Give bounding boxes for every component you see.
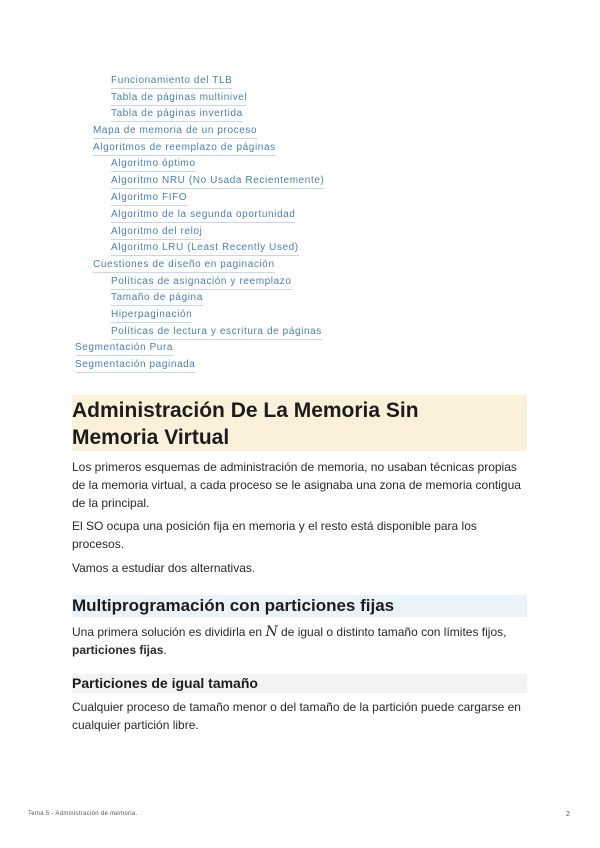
toc-link[interactable]: Algoritmo del reloj [111, 226, 202, 240]
paragraph: Los primeros esquemas de administración de memoria, no usaban técnicas propias de la memoria virtual, a cada proceso se le asignaba una zona de memoria contigua de la principal. [72, 460, 521, 510]
paragraph [72, 623, 530, 659]
section-heading-line: Administración De La Memoria Sin [72, 399, 419, 422]
paragraph: El SO ocupa una posición fija en memoria y el resto está disponible para los procesos. [72, 519, 477, 551]
toc-link[interactable]: Políticas de asignación y reemplazo [111, 276, 292, 290]
paragraph: Cualquier proceso de tamaño menor o del tamaño de la partición puede cargarse en cualquier partición libre. [72, 700, 521, 732]
toc-link[interactable]: Tamaño de página [111, 292, 203, 306]
page-number: 2 [566, 811, 570, 818]
subsubsection-heading: Particiones de igual tamaño [72, 674, 527, 693]
toc-link[interactable]: Tabla de páginas multinivel [111, 92, 247, 106]
toc-link[interactable]: Hiperpaginación [111, 309, 192, 323]
section-heading [72, 395, 527, 451]
math-variable: N [265, 624, 278, 640]
paragraph-text: Una primera solución es dividirla en [72, 625, 266, 639]
toc-link[interactable]: Segmentación paginada [75, 359, 195, 373]
toc-link[interactable]: Algoritmo óptimo [111, 158, 196, 172]
toc-link[interactable]: Funcionamiento del TLB [111, 75, 232, 89]
paragraph-text: de igual o distinto tamaño con límites fijos, [277, 625, 507, 639]
subsection-heading: Multiprogramación con particiones fijas [72, 595, 527, 617]
toc-link[interactable]: Algoritmo FIFO [111, 192, 187, 206]
section-heading-line: Memoria Virtual [72, 426, 230, 449]
toc-link[interactable]: Algoritmo de la segunda oportunidad [111, 209, 295, 223]
bold-term: particiones fijas [72, 643, 164, 657]
toc-link[interactable]: Algoritmo NRU (No Usada Recientemente) [111, 175, 324, 189]
toc-link[interactable]: Algoritmos de reemplazo de páginas [93, 142, 276, 156]
footer-title: Tema 5 - Administración de memoria. [28, 811, 138, 817]
toc-link[interactable]: Cuestiones de diseño en paginación [93, 259, 275, 273]
toc-link[interactable]: Segmentación Pura [75, 342, 173, 356]
toc-link[interactable]: Tabla de páginas invertida [111, 108, 243, 122]
toc-link[interactable]: Algoritmo LRU (Least Recently Used) [111, 242, 299, 256]
paragraph-text: . [163, 643, 167, 657]
toc-link[interactable]: Políticas de lectura y escritura de páginas [111, 326, 322, 340]
paragraph: Vamos a estudiar dos alternativas. [72, 561, 256, 575]
toc-link[interactable]: Mapa de memoria de un proceso [93, 125, 257, 139]
